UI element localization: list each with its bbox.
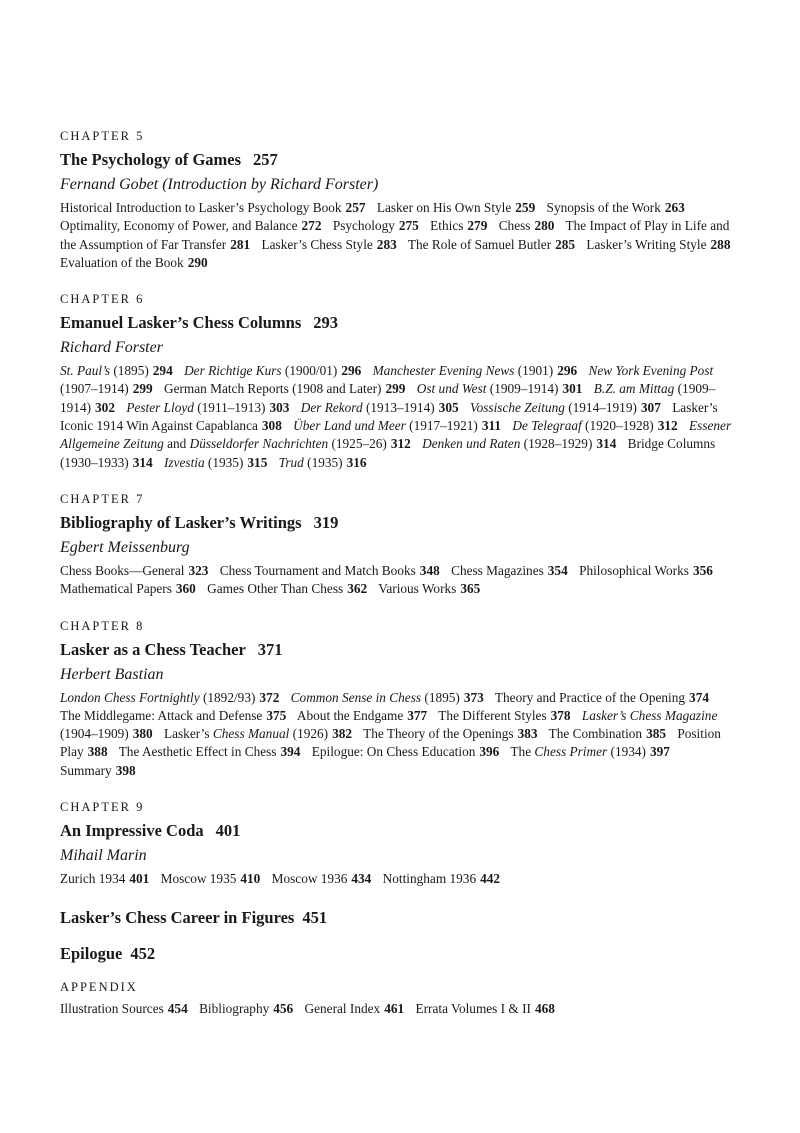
appendix-entries [60, 1000, 740, 1018]
entry-page-number: 263 [664, 200, 685, 215]
entry-title-italic: B.Z. am Mittag [593, 381, 675, 397]
toc-entry [363, 726, 537, 741]
chapter-list [60, 128, 740, 888]
toc-entry [377, 200, 535, 215]
entry-title-text: (1934) [607, 744, 646, 760]
toc-entry [495, 690, 709, 705]
entry-title-text: About the Endgame [296, 707, 404, 723]
entry-page-number: 302 [95, 399, 115, 415]
chapter-section [60, 128, 740, 272]
entry-page-number: 396 [479, 744, 500, 760]
entry-page-number: 285 [555, 236, 576, 252]
entry-title-text: Lasker’s Iconic 1914 Win Against Capablanca [60, 399, 718, 434]
toc-entry [291, 690, 484, 705]
entry-title-text: Ethics [430, 218, 464, 234]
entry-title-text: (1892/93) [199, 689, 256, 705]
entry-title-italic: Common Sense in Chess [290, 689, 422, 705]
entry-title-italic: Chess Manual [212, 726, 290, 742]
entry-page-number: 380 [132, 726, 153, 742]
entry-page-number: 356 [692, 562, 713, 578]
entry-page-number: 385 [646, 726, 667, 742]
entry-title-text: The Aesthetic Effect in Chess [118, 744, 277, 760]
entry-title-text: Chess Magazines [451, 562, 544, 578]
entry-title-text: Nottingham 1936 [382, 871, 477, 887]
epilogue-heading [60, 943, 740, 965]
entry-title-text: The Impact of Play in Life and the Assumption of Far Transfer [60, 218, 730, 252]
entry-title-text: (1928–1929) [520, 436, 593, 452]
entry-title-text: Philosophical Works [579, 562, 689, 578]
chapter-entries [60, 362, 740, 472]
entry-page-number: 388 [87, 744, 108, 760]
table-of-contents [60, 128, 740, 1019]
entry-page-number: 294 [152, 363, 173, 379]
entry-title-italic: Pester Lloyd [126, 399, 194, 415]
toc-entry [512, 418, 677, 433]
chapter-page: 401 [215, 821, 241, 841]
toc-entry [161, 871, 261, 886]
entry-page-number: 354 [547, 562, 568, 578]
entry-page-number: 290 [187, 254, 208, 270]
entry-page-number: 442 [480, 871, 501, 887]
toc-entry [293, 418, 501, 433]
chapter-title: Emanuel Lasker’s Chess Columns [60, 313, 302, 333]
toc-entry [438, 708, 570, 723]
entry-title-text: Games Other Than Chess [207, 581, 344, 597]
toc-entry [430, 218, 487, 233]
entry-page-number: 305 [438, 399, 459, 415]
entry-page-number: 362 [347, 581, 368, 597]
entry-title-text: (1909–1914) [60, 381, 716, 415]
entry-page-number: 288 [710, 236, 731, 252]
appendix-section [60, 979, 740, 1018]
entry-title-italic: St. Paul’s [60, 363, 110, 379]
entry-title-text: (1904–1909) [60, 726, 129, 742]
toc-entry [451, 563, 568, 578]
entry-title-text: Bibliography [199, 1001, 270, 1017]
entry-page-number: 283 [376, 236, 397, 252]
entry-page-number: 377 [407, 707, 428, 723]
toc-entry [60, 218, 321, 233]
entry-page-number: 401 [129, 871, 150, 887]
entry-title-italic: New York Evening Post [588, 363, 714, 379]
toc-entry [510, 744, 670, 759]
toc-entry [297, 708, 427, 723]
entry-title-italic: Denken und Raten [422, 436, 521, 452]
entry-title-text: The Theory of the Openings [363, 726, 514, 742]
toc-entry [164, 455, 267, 470]
toc-entry [119, 744, 301, 759]
chapter-entries [60, 689, 740, 780]
entry-page-number: 312 [390, 436, 411, 452]
toc-entry [272, 871, 372, 886]
entry-title-text: (1907–1914) [60, 381, 129, 397]
entry-page-number: 316 [346, 454, 367, 470]
entry-title-text: Chess Books—General [60, 562, 185, 578]
entry-page-number: 257 [345, 200, 366, 215]
entry-title-text: (1935) [204, 454, 244, 470]
chapter-heading [60, 149, 740, 171]
entry-title-text: Chess Tournament and Match Books [219, 562, 416, 578]
toc-entry [60, 200, 366, 215]
entry-title-text: Synopsis of the Work [546, 200, 661, 215]
entry-title-text: German Match Reports (1908 and Later) [163, 381, 382, 397]
chapter-page: 293 [313, 313, 339, 333]
toc-entry [164, 726, 352, 741]
entry-title-text: (1901) [514, 363, 554, 379]
chapter-label: CHAPTER 5 [60, 129, 145, 143]
entry-title-text: (1895) [110, 363, 149, 379]
entry-page-number: 461 [384, 1001, 405, 1017]
entry-page-number: 314 [132, 454, 153, 470]
chapter-title: The Psychology of Games [60, 150, 242, 169]
entry-page-number: 315 [247, 454, 268, 470]
entry-title-text: Theory and Practice of the Opening [494, 689, 686, 705]
entry-page-number: 323 [188, 562, 209, 578]
toc-entry [262, 237, 397, 252]
toc-entry [301, 400, 459, 415]
entry-page-number: 296 [557, 363, 578, 379]
entry-title-text: Errata Volumes I & II [415, 1001, 531, 1017]
entry-page-number: 301 [562, 381, 583, 397]
chapter-section [60, 618, 740, 780]
entry-title-italic: Ost und West [416, 381, 487, 397]
entry-page-number: 279 [467, 218, 488, 234]
epilogue-page: 452 [130, 944, 156, 964]
toc-entry [305, 1001, 405, 1016]
entry-title-text: Evaluation of the Book [60, 254, 184, 270]
entry-page-number: 382 [332, 726, 353, 742]
entry-title-italic: London Chess Fortnightly [60, 689, 200, 705]
epilogue-title: Epilogue [60, 944, 123, 964]
entry-title-italic: Vossische Zeitung [469, 399, 565, 415]
toc-entry [378, 581, 480, 596]
toc-entry [422, 436, 616, 451]
chapter-page: 371 [257, 639, 283, 659]
toc-entry [408, 237, 575, 252]
chapter-section [60, 799, 740, 888]
toc-entry [60, 763, 136, 778]
chapter-heading [60, 312, 740, 334]
toc-entry [220, 563, 440, 578]
entry-page-number: 348 [419, 562, 440, 578]
toc-entry [579, 563, 713, 578]
entry-page-number: 281 [230, 236, 251, 252]
entry-page-number: 280 [534, 218, 555, 234]
entry-title-text: (1935) [303, 454, 343, 470]
entry-title-text: Summary [60, 762, 112, 778]
toc-entry [60, 581, 196, 596]
entry-page-number: 375 [266, 707, 287, 723]
entry-page-number: 372 [259, 689, 280, 705]
entry-page-number: 365 [460, 581, 481, 597]
chapter-heading [60, 639, 740, 661]
entry-title-italic: Düsseldorfer Nachrichten [189, 436, 329, 452]
entry-page-number: 275 [398, 218, 419, 234]
entry-page-number: 397 [649, 744, 670, 760]
toc-entry [383, 871, 500, 886]
entry-page-number: 398 [115, 762, 136, 778]
entry-page-number: 468 [534, 1001, 555, 1017]
toc-entry [60, 1001, 188, 1016]
toc-entry [207, 581, 367, 596]
entry-page-number: 378 [550, 707, 571, 723]
entry-title-text: Lasker’s [163, 726, 213, 742]
entry-title-text: The Combination [548, 726, 643, 742]
entry-title-text: The Different Styles [438, 707, 547, 723]
toc-entry [126, 400, 289, 415]
entry-title-text: (1895) [421, 689, 460, 705]
entry-title-text: Lasker’s Writing Style [586, 236, 707, 252]
chapter-title: Lasker as a Chess Teacher [60, 639, 246, 659]
entry-page-number: 373 [463, 689, 484, 705]
toc-entry [470, 400, 661, 415]
chapter-page: 257 [253, 150, 278, 169]
toc-entry [373, 363, 578, 378]
toc-entry [164, 381, 405, 396]
entry-title-text: Mathematical Papers [60, 581, 172, 597]
chapter-title: An Impressive Coda [60, 821, 204, 841]
toc-entry [417, 381, 583, 396]
toc-entry [586, 237, 730, 252]
chapter-entries [60, 562, 740, 599]
entry-title-italic: Lasker’s Chess Magazine [581, 707, 718, 723]
entry-page-number: 299 [385, 381, 406, 397]
entry-title-text: (1925–26) [328, 436, 387, 452]
toc-entry [279, 455, 367, 470]
appendix-label: APPENDIX [60, 980, 138, 995]
toc-entry [416, 1001, 555, 1016]
chapter-entries [60, 199, 740, 272]
entry-title-text: (1900/01) [281, 363, 338, 379]
entry-title-text: Chess [498, 218, 531, 234]
toc-entry [499, 218, 555, 233]
entry-page-number: 312 [657, 418, 678, 434]
toc-entry [60, 690, 279, 705]
entry-title-text: (1926) [289, 726, 329, 742]
entry-title-text: (1917–1921) [405, 418, 478, 434]
entry-page-number: 374 [689, 689, 709, 705]
chapter-author: Richard Forster [60, 339, 163, 357]
chapter-page: 319 [313, 512, 339, 532]
chapter-heading [60, 820, 740, 842]
chapter-section [60, 491, 740, 599]
chapter-label: CHAPTER 6 [60, 292, 145, 307]
career-heading [60, 907, 740, 929]
entry-title-italic: Izvestia [163, 454, 205, 470]
entry-title-text: Psychology [332, 218, 395, 234]
chapter-author: Herbert Bastian [60, 665, 164, 683]
toc-entry [60, 563, 208, 578]
entry-page-number: 383 [517, 726, 538, 742]
entry-title-text: (1913–1914) [362, 399, 435, 415]
entry-page-number: 434 [351, 871, 372, 887]
entry-title-text: and [163, 436, 190, 452]
toc-entry [547, 200, 685, 215]
entry-page-number: 311 [481, 418, 502, 434]
chapter-author: Fernand Gobet (Introduction by Richard Forster) [60, 176, 379, 193]
toc-entry [60, 708, 286, 723]
entry-title-italic: Essener Allgemeine Zeitung [60, 418, 732, 452]
entry-title-text: General Index [304, 1001, 381, 1017]
toc-entry [549, 726, 666, 741]
entry-page-number: 394 [280, 744, 301, 760]
toc-entry [60, 871, 149, 886]
entry-title-text: Moscow 1935 [160, 871, 237, 887]
entry-page-number: 314 [596, 436, 617, 452]
entry-page-number: 303 [269, 399, 290, 415]
toc-entry [333, 218, 419, 233]
entry-title-italic: De Telegraaf [512, 418, 582, 434]
entry-page-number: 456 [273, 1001, 294, 1017]
entry-title-text: The Middlegame: Attack and Defense [60, 707, 263, 723]
entry-title-text: Various Works [378, 581, 457, 597]
entry-title-italic: Chess Primer [534, 744, 608, 760]
entry-title-text: Bridge Columns (1930–1933) [60, 436, 716, 470]
entry-title-text: Zurich 1934 [60, 871, 126, 887]
entry-title-text: Lasker’s Chess Style [261, 236, 373, 252]
career-title: Lasker’s Chess Career in Figures [60, 908, 295, 928]
toc-entry [184, 363, 361, 378]
entry-title-text: Optimality, Economy of Power, and Balance [60, 218, 298, 234]
entry-title-text: (1914–1919) [564, 399, 637, 415]
entry-title-text: (1909–1914) [486, 381, 559, 397]
entry-page-number: 360 [175, 581, 196, 597]
toc-entry [312, 744, 500, 759]
entry-title-italic: Manchester Evening News [372, 363, 515, 379]
entry-page-number: 299 [132, 381, 153, 397]
entry-page-number: 259 [515, 200, 536, 215]
entry-title-italic: Trud [278, 454, 304, 470]
entry-page-number: 308 [261, 418, 282, 434]
entry-title-text: (1920–1928) [581, 418, 654, 434]
entry-title-text: Historical Introduction to Lasker’s Psychology Book [60, 200, 342, 215]
entry-title-text: Position Play [60, 726, 721, 760]
entry-title-text: Illustration Sources [60, 1001, 164, 1017]
entry-title-text: Epilogue: On Chess Education [311, 744, 476, 760]
chapter-label: CHAPTER 8 [60, 618, 145, 633]
career-page: 451 [302, 908, 328, 928]
toc-entry [199, 1001, 293, 1016]
entry-title-text: The [510, 744, 535, 760]
toc-entry [60, 363, 173, 378]
chapter-heading [60, 512, 740, 534]
chapter-title: Bibliography of Lasker’s Writings [60, 512, 302, 532]
entry-title-italic: Der Richtige Kurs [184, 363, 282, 379]
entry-title-text: Lasker on His Own Style [376, 200, 512, 215]
entry-title-italic: Über Land und Meer [293, 418, 406, 434]
entry-title-text: Moscow 1936 [271, 871, 348, 887]
entry-page-number: 454 [167, 1001, 188, 1017]
entry-title-text: (1911–1913) [193, 399, 266, 415]
entry-page-number: 307 [640, 399, 661, 415]
entry-page-number: 296 [341, 363, 362, 379]
chapter-label: CHAPTER 9 [60, 800, 145, 815]
chapter-entries [60, 870, 740, 888]
entry-title-italic: Der Rekord [300, 399, 363, 415]
entry-page-number: 272 [301, 218, 322, 234]
entry-title-text: The Role of Samuel Butler [407, 236, 552, 252]
chapter-author: Mihail Marin [60, 847, 147, 865]
entry-page-number: 410 [240, 871, 261, 887]
toc-entry [60, 255, 208, 270]
chapter-label: CHAPTER 7 [60, 491, 145, 506]
chapter-author: Egbert Meissenburg [60, 538, 190, 556]
chapter-section [60, 291, 740, 472]
